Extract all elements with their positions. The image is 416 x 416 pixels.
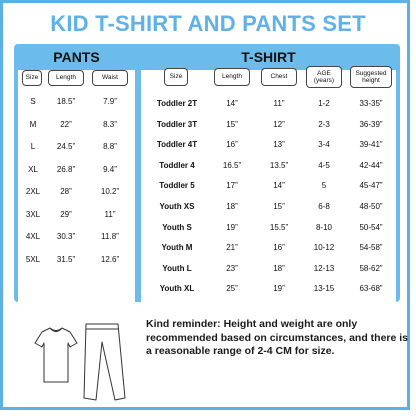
page-title: KID T-SHIRT AND PANTS SET <box>50 11 366 36</box>
pants-waist-cell: 8.8” <box>103 142 117 151</box>
tshirt-header-suggested-height: Suggested height <box>350 66 392 88</box>
pants-waist-cell: 12.6” <box>100 254 120 264</box>
pants-outline-icon <box>84 324 125 400</box>
tshirt-size-cell: Toddler 2T <box>156 99 198 108</box>
tshirt-height-cell: 45-47” <box>359 181 383 191</box>
pants-size-cell: S <box>30 97 36 106</box>
tshirt-height-cell: 54-58” <box>359 243 383 253</box>
pants-length-cell: 30.3” <box>56 232 76 241</box>
tshirt-length-cell: 21” <box>226 243 238 253</box>
tshirt-age-cell: 10-12 <box>313 243 335 253</box>
tshirt-chest-cell: 14” <box>273 181 285 191</box>
pants-size-cell: 2XL <box>25 187 41 196</box>
pants-length-cell: 29” <box>60 209 72 219</box>
tshirt-outline-icon <box>35 328 77 382</box>
tshirt-header-length: Length <box>214 68 250 86</box>
pants-waist-cell: 10.2” <box>100 187 120 196</box>
pants-size-cell: 3XL <box>25 209 41 219</box>
pants-length-cell: 22” <box>60 119 72 129</box>
tshirt-length-cell: 16.5” <box>222 160 242 170</box>
tshirt-size-cell: Youth XS <box>159 202 195 211</box>
pants-header-length: Length <box>48 70 84 86</box>
tshirt-heading: T-SHIRT <box>241 49 296 65</box>
tshirt-size-cell: Youth XL <box>159 284 195 294</box>
tshirt-size-cell: Toddler 3T <box>156 119 198 129</box>
pants-header-size: Size <box>22 70 42 86</box>
tshirt-size-cell: Youth L <box>162 263 192 273</box>
pants-size-cell: XL <box>28 164 38 174</box>
pants-header-waist: Waist <box>92 70 128 86</box>
tshirt-length-cell: 14” <box>226 99 238 108</box>
pants-heading: PANTS <box>53 49 100 65</box>
tshirt-height-cell: 36-39” <box>359 119 383 129</box>
tshirt-height-cell: 42-44” <box>359 160 383 170</box>
pants-waist-cell: 8.3” <box>103 119 117 129</box>
tshirt-size-cell: Toddler 4 <box>159 160 195 170</box>
tshirt-age-cell: 12-13 <box>313 263 335 273</box>
tshirt-age-cell: 13-15 <box>313 284 335 294</box>
tshirt-length-cell: 15” <box>226 119 238 129</box>
tshirt-length-cell: 16” <box>226 140 238 150</box>
tshirt-age-cell: 4-5 <box>318 160 330 170</box>
pants-length-cell: 26.8” <box>56 164 76 174</box>
tshirt-chest-cell: 19” <box>273 284 285 294</box>
pants-length-cell: 28” <box>60 187 72 196</box>
tshirt-chest-cell: 11” <box>273 99 285 108</box>
tshirt-header-age-years: AGE (years) <box>306 66 342 88</box>
tshirt-height-cell: 50-54” <box>359 222 383 232</box>
pants-length-cell: 24.5” <box>56 142 76 151</box>
pants-waist-cell: 11” <box>104 209 116 219</box>
pants-length-cell: 18.5” <box>56 97 76 106</box>
tshirt-chest-cell: 15” <box>273 202 285 211</box>
pants-size-cell: L <box>30 142 36 151</box>
tshirt-length-cell: 23” <box>226 263 238 273</box>
pants-waist-cell: 9.4” <box>103 164 117 174</box>
tshirt-height-cell: 33-35” <box>359 99 383 108</box>
tshirt-chest-cell: 13.5” <box>269 160 289 170</box>
tshirt-length-cell: 25” <box>226 284 238 294</box>
tshirt-age-cell: 5 <box>321 181 327 191</box>
tshirt-length-cell: 19” <box>226 222 238 232</box>
pants-size-cell: M <box>29 119 37 129</box>
tshirt-height-cell: 58-62” <box>359 263 383 273</box>
tshirt-size-cell: Toddler 5 <box>159 181 195 191</box>
tshirt-length-cell: 17” <box>226 181 238 191</box>
tshirt-chest-cell: 18” <box>273 263 285 273</box>
tshirt-height-cell: 63-68” <box>359 284 383 294</box>
tshirt-height-cell: 39-41” <box>359 140 383 150</box>
pants-size-cell: 4XL <box>25 232 41 241</box>
tshirt-chest-cell: 16” <box>273 243 285 253</box>
tshirt-age-cell: 6-8 <box>318 202 330 211</box>
pants-size-cell: 5XL <box>25 254 41 264</box>
tshirt-age-cell: 8-10 <box>315 222 332 232</box>
tshirt-chest-cell: 15.5” <box>269 222 289 232</box>
garment-illustration <box>26 318 136 404</box>
tshirt-size-cell: Youth S <box>162 222 192 232</box>
kind-reminder-text: Kind reminder: Height and weight are only recommended based on circumstances, and there is a reasonable range of 2-4 CM for size. <box>146 318 409 357</box>
pants-length-cell: 31.5” <box>56 254 76 264</box>
tshirt-size-cell: Youth M <box>161 243 193 253</box>
tshirt-chest-cell: 13” <box>273 140 285 150</box>
tshirt-age-cell: 3-4 <box>318 140 330 150</box>
tshirt-header-chest: Chest <box>261 68 297 86</box>
tshirt-size-cell: Toddler 4T <box>156 140 198 150</box>
tshirt-age-cell: 1-2 <box>318 99 330 108</box>
tshirt-height-cell: 48-50” <box>359 202 383 211</box>
tshirt-age-cell: 2-3 <box>318 119 330 129</box>
tshirt-length-cell: 18” <box>226 202 238 211</box>
tshirt-header-size: Size <box>164 68 188 86</box>
pants-waist-cell: 7.9” <box>103 97 117 106</box>
pants-waist-cell: 11.8” <box>101 232 119 241</box>
tshirt-chest-cell: 12” <box>273 119 285 129</box>
